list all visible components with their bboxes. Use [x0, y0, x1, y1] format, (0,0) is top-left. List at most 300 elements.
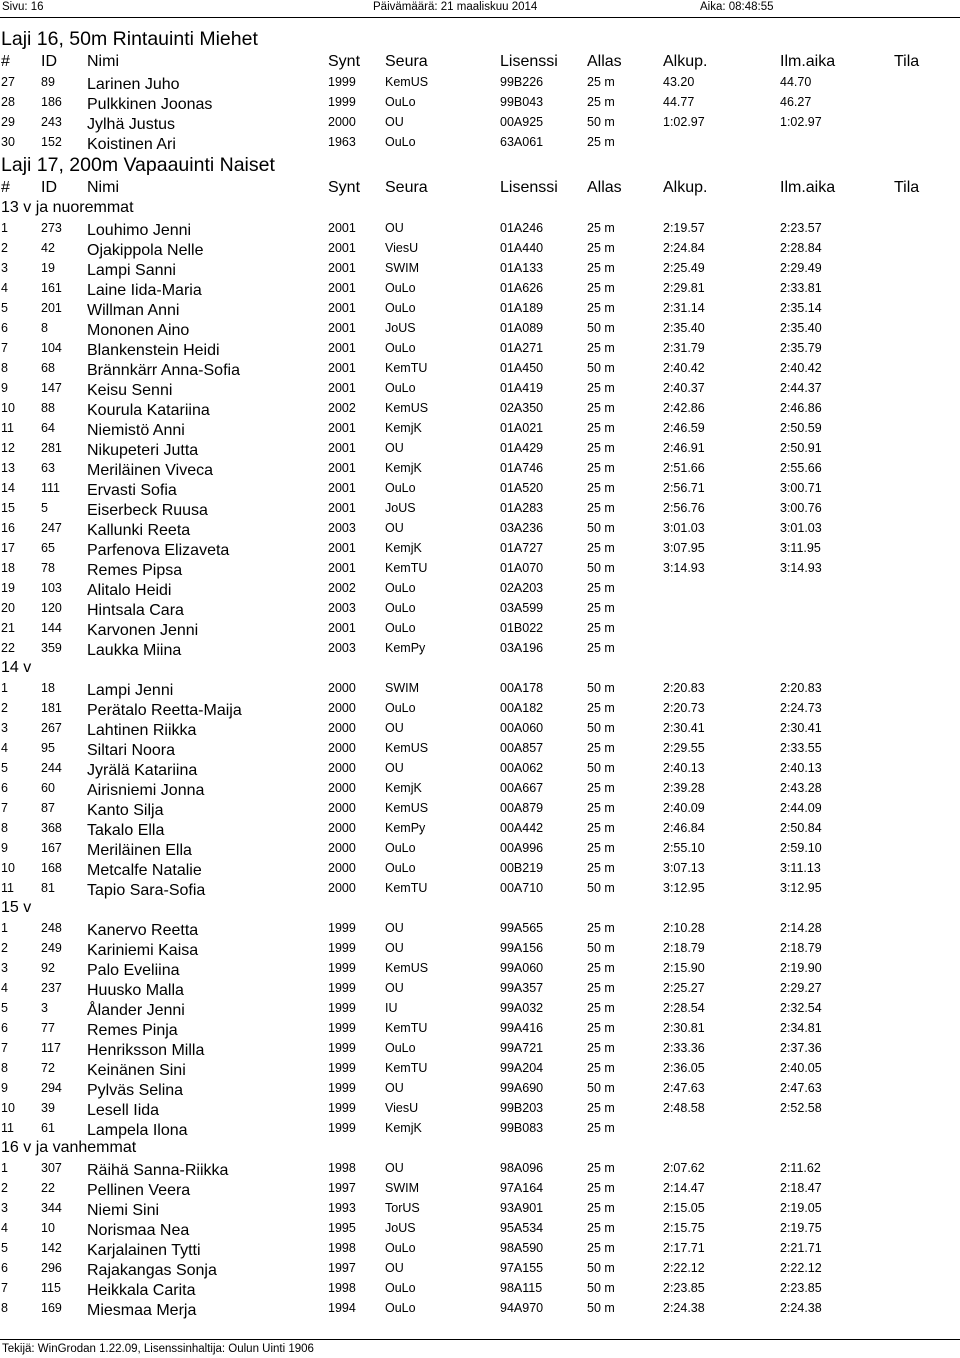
cell-id: 77 [41, 1021, 55, 1035]
cell-record: 2:24.38 [780, 1301, 822, 1315]
cell-id: 144 [41, 621, 62, 635]
cell-club: KemjK [385, 461, 422, 475]
table-row [0, 978, 960, 998]
cell-license: 01A089 [500, 321, 544, 335]
cell-license: 00A667 [500, 781, 544, 795]
table-row [0, 398, 960, 418]
cell-entry: 2:20.83 [663, 681, 705, 695]
cell-name: Perätalo Reetta-Maija [87, 702, 242, 719]
cell-year: 1995 [328, 1221, 356, 1235]
cell-name: Palo Eveliina [87, 962, 180, 979]
cell-pos: 2 [1, 241, 8, 255]
cell-record: 2:37.36 [780, 1041, 822, 1055]
table-row [0, 1218, 960, 1238]
age-group-label: 13 v ja nuoremmat [1, 199, 134, 216]
cell-record: 2:32.54 [780, 1001, 822, 1015]
cell-entry: 2:23.85 [663, 1281, 705, 1295]
column-header-record: Ilm.aika [780, 179, 836, 196]
cell-name: Kanto Silja [87, 802, 164, 819]
cell-pos: 11 [1, 421, 14, 435]
cell-club: OU [385, 441, 404, 455]
cell-pos: 30 [1, 135, 15, 149]
cell-pool: 25 m [587, 1061, 615, 1075]
column-header-pool: Allas [587, 179, 622, 196]
cell-record: 2:40.42 [780, 361, 822, 375]
cell-record: 2:44.09 [780, 801, 822, 815]
cell-name: Parfenova Elizaveta [87, 542, 230, 559]
table-row [0, 1098, 960, 1118]
cell-year: 1999 [328, 961, 356, 975]
cell-name: Lampi Sanni [87, 262, 176, 279]
cell-year: 2003 [328, 641, 356, 655]
cell-club: OuLo [385, 701, 416, 715]
cell-record: 2:50.84 [780, 821, 822, 835]
cell-id: 147 [41, 381, 62, 395]
cell-license: 00A060 [500, 721, 544, 735]
cell-entry: 2:40.37 [663, 381, 705, 395]
cell-pool: 50 m [587, 321, 615, 335]
cell-record: 2:21.71 [780, 1241, 822, 1255]
cell-license: 99B083 [500, 1121, 544, 1135]
cell-entry: 2:18.79 [663, 941, 705, 955]
cell-record: 2:35.79 [780, 341, 822, 355]
table-row [0, 738, 960, 758]
table-row [0, 758, 960, 778]
column-header-pool: Allas [587, 53, 622, 70]
cell-name: Metcalfe Natalie [87, 862, 202, 879]
table-row [0, 518, 960, 538]
cell-entry: 3:14.93 [663, 561, 705, 575]
cell-entry: 2:28.54 [663, 1001, 705, 1015]
age-group-label: 14 v [1, 659, 32, 676]
column-header-license: Lisenssi [500, 53, 558, 70]
column-header-entry: Alkup. [663, 53, 708, 70]
age-group-heading [0, 198, 960, 218]
cell-license: 00A996 [500, 841, 544, 855]
column-header-license: Lisenssi [500, 179, 558, 196]
cell-entry: 2:14.47 [663, 1181, 705, 1195]
cell-license: 03A599 [500, 601, 544, 615]
cell-id: 344 [41, 1201, 62, 1215]
cell-pool: 25 m [587, 281, 615, 295]
table-row [0, 558, 960, 578]
cell-license: 00A857 [500, 741, 544, 755]
cell-name: Siltari Noora [87, 742, 176, 759]
cell-entry: 2:07.62 [663, 1161, 705, 1175]
column-header-status: Tila [894, 53, 920, 70]
column-header-id: ID [41, 179, 57, 196]
cell-club: OuLo [385, 861, 416, 875]
cell-record: 1:02.97 [780, 115, 822, 129]
cell-club: OuLo [385, 581, 416, 595]
cell-year: 2000 [328, 721, 356, 735]
cell-entry: 2:48.58 [663, 1101, 705, 1115]
cell-entry: 2:31.14 [663, 301, 705, 315]
cell-entry: 2:25.49 [663, 261, 705, 275]
cell-pool: 25 m [587, 1041, 615, 1055]
cell-pos: 4 [1, 981, 8, 995]
cell-pool: 25 m [587, 1221, 615, 1235]
print-time: Aika: 08:48:55 [700, 1, 774, 13]
cell-pool: 50 m [587, 115, 615, 129]
cell-name: Pylväs Selina [87, 1082, 184, 1099]
cell-year: 2001 [328, 241, 356, 255]
cell-entry: 43.20 [663, 75, 695, 89]
cell-license: 99A204 [500, 1061, 544, 1075]
cell-pool: 25 m [587, 581, 615, 595]
cell-club: OU [385, 941, 404, 955]
table-row [0, 798, 960, 818]
table-row [0, 1178, 960, 1198]
cell-entry: 2:46.91 [663, 441, 705, 455]
cell-club: OU [385, 921, 404, 935]
cell-record: 2:29.27 [780, 981, 822, 995]
cell-name: Rajakangas Sonja [87, 1262, 217, 1279]
page-header [0, 0, 960, 15]
cell-year: 2001 [328, 501, 356, 515]
cell-id: 296 [41, 1261, 62, 1275]
cell-pool: 25 m [587, 1001, 615, 1015]
cell-year: 1999 [328, 95, 356, 109]
age-group-label: 15 v [1, 899, 32, 916]
cell-entry: 2:15.05 [663, 1201, 705, 1215]
header-divider [0, 17, 960, 18]
cell-name: Alitalo Heidi [87, 582, 172, 599]
cell-license: 94A970 [500, 1301, 544, 1315]
cell-record: 2:55.66 [780, 461, 822, 475]
cell-record: 2:19.75 [780, 1221, 822, 1235]
cell-license: 98A590 [500, 1241, 544, 1255]
cell-id: 81 [41, 881, 55, 895]
cell-entry: 2:35.40 [663, 321, 705, 335]
cell-year: 1999 [328, 1121, 356, 1135]
cell-pos: 3 [1, 1201, 8, 1215]
cell-pool: 25 m [587, 501, 615, 515]
cell-license: 97A155 [500, 1261, 544, 1275]
cell-record: 2:20.83 [780, 681, 822, 695]
cell-license: 95A534 [500, 1221, 544, 1235]
footer-divider [0, 1339, 960, 1340]
cell-pool: 50 m [587, 881, 615, 895]
cell-id: 22 [41, 1181, 55, 1195]
cell-id: 64 [41, 421, 55, 435]
cell-entry: 2:25.27 [663, 981, 705, 995]
cell-record: 3:00.76 [780, 501, 822, 515]
cell-pool: 25 m [587, 961, 615, 975]
cell-entry: 2:56.71 [663, 481, 705, 495]
cell-pool: 25 m [587, 1201, 615, 1215]
cell-pool: 50 m [587, 1261, 615, 1275]
cell-license: 98A096 [500, 1161, 544, 1175]
cell-record: 2:19.05 [780, 1201, 822, 1215]
table-row [0, 1038, 960, 1058]
cell-name: Niemi Sini [87, 1202, 160, 1219]
cell-pos: 7 [1, 801, 8, 815]
cell-name: Lesell Iida [87, 1102, 160, 1119]
cell-license: 01A419 [500, 381, 544, 395]
cell-year: 1999 [328, 75, 356, 89]
cell-id: 3 [41, 1001, 48, 1015]
table-row [0, 598, 960, 618]
cell-year: 1999 [328, 941, 356, 955]
cell-pool: 25 m [587, 801, 615, 815]
column-header-club: Seura [385, 179, 428, 196]
cell-club: KemTU [385, 561, 428, 575]
cell-name: Lahtinen Riikka [87, 722, 197, 739]
cell-pool: 25 m [587, 1241, 615, 1255]
table-row [0, 698, 960, 718]
table-row [0, 72, 960, 92]
cell-record: 2:18.47 [780, 1181, 822, 1195]
cell-pos: 27 [1, 75, 15, 89]
cell-license: 01A727 [500, 541, 544, 555]
table-row [0, 418, 960, 438]
cell-id: 68 [41, 361, 55, 375]
cell-id: 18 [41, 681, 55, 695]
cell-club: KemjK [385, 421, 422, 435]
cell-club: OuLo [385, 301, 416, 315]
cell-pool: 25 m [587, 1021, 615, 1035]
table-row [0, 112, 960, 132]
cell-year: 2001 [328, 481, 356, 495]
cell-entry: 2:40.42 [663, 361, 705, 375]
cell-club: OuLo [385, 601, 416, 615]
table-row [0, 298, 960, 318]
table-row [0, 718, 960, 738]
cell-club: OuLo [385, 621, 416, 635]
cell-license: 99A032 [500, 1001, 544, 1015]
cell-entry: 2:30.81 [663, 1021, 705, 1035]
cell-record: 2:23.57 [780, 221, 822, 235]
cell-id: 39 [41, 1101, 55, 1115]
cell-entry: 2:15.90 [663, 961, 705, 975]
cell-club: KemTU [385, 361, 428, 375]
cell-pos: 8 [1, 821, 8, 835]
cell-record: 2:33.81 [780, 281, 822, 295]
cell-pool: 25 m [587, 241, 615, 255]
cell-year: 1999 [328, 1101, 356, 1115]
cell-name: Mononen Aino [87, 322, 190, 339]
cell-name: Laine Iida-Maria [87, 282, 202, 299]
cell-club: KemjK [385, 541, 422, 555]
cell-record: 2:50.91 [780, 441, 822, 455]
cell-club: KemjK [385, 781, 422, 795]
cell-pool: 25 m [587, 1101, 615, 1115]
cell-year: 1997 [328, 1261, 356, 1275]
footer-credit: Tekijä: WinGrodan 1.22.09, Lisenssinhaltija: Oulun Uinti 1906 [2, 1343, 314, 1355]
cell-id: 359 [41, 641, 62, 655]
cell-year: 2001 [328, 341, 356, 355]
cell-id: 167 [41, 841, 62, 855]
cell-entry: 2:39.28 [663, 781, 705, 795]
table-row [0, 538, 960, 558]
cell-entry: 2:55.10 [663, 841, 705, 855]
table-row [0, 438, 960, 458]
cell-club: KemUS [385, 75, 429, 89]
cell-club: JoUS [385, 501, 416, 515]
cell-name: Takalo Ella [87, 822, 165, 839]
cell-name: Laukka Miina [87, 642, 182, 659]
cell-record: 2:40.13 [780, 761, 822, 775]
cell-license: 00A879 [500, 801, 544, 815]
cell-pos: 7 [1, 341, 8, 355]
cell-year: 2000 [328, 115, 356, 129]
cell-name: Brännkärr Anna-Sofia [87, 362, 240, 379]
cell-year: 2000 [328, 881, 356, 895]
cell-pool: 25 m [587, 301, 615, 315]
cell-club: KemTU [385, 1061, 428, 1075]
cell-pool: 25 m [587, 421, 615, 435]
cell-year: 1998 [328, 1161, 356, 1175]
cell-pos: 13 [1, 461, 15, 475]
cell-pool: 25 m [587, 741, 615, 755]
cell-entry: 2:29.81 [663, 281, 705, 295]
cell-id: 237 [41, 981, 62, 995]
cell-license: 02A350 [500, 401, 544, 415]
table-row [0, 1258, 960, 1278]
cell-license: 01A133 [500, 261, 544, 275]
table-row [0, 1078, 960, 1098]
cell-club: OuLo [385, 95, 416, 109]
table-row [0, 458, 960, 478]
cell-pos: 5 [1, 761, 8, 775]
cell-record: 2:34.81 [780, 1021, 822, 1035]
results-list [0, 26, 960, 1318]
cell-entry: 2:10.28 [663, 921, 705, 935]
cell-club: KemUS [385, 961, 429, 975]
cell-pos: 1 [1, 681, 8, 695]
cell-pool: 50 m [587, 681, 615, 695]
cell-license: 00A178 [500, 681, 544, 695]
cell-club: KemTU [385, 1021, 428, 1035]
cell-record: 2:43.28 [780, 781, 822, 795]
event-title: Laji 17, 200m Vapaauinti Naiset [1, 154, 275, 176]
cell-pool: 25 m [587, 261, 615, 275]
column-header-status: Tila [894, 179, 920, 196]
cell-record: 2:33.55 [780, 741, 822, 755]
cell-name: Meriläinen Viveca [87, 462, 213, 479]
cell-name: Kanervo Reetta [87, 922, 199, 939]
cell-license: 99B226 [500, 75, 544, 89]
cell-club: OuLo [385, 841, 416, 855]
cell-name: Keisu Senni [87, 382, 173, 399]
cell-year: 2001 [328, 561, 356, 575]
cell-name: Meriläinen Ella [87, 842, 192, 859]
cell-pool: 25 m [587, 601, 615, 615]
cell-pool: 50 m [587, 941, 615, 955]
cell-entry: 2:46.59 [663, 421, 705, 435]
cell-year: 2001 [328, 281, 356, 295]
cell-pos: 7 [1, 1041, 8, 1055]
cell-pool: 25 m [587, 781, 615, 795]
cell-name: Niemistö Anni [87, 422, 185, 439]
cell-name: Pulkkinen Joonas [87, 96, 213, 113]
cell-pool: 25 m [587, 1181, 615, 1195]
cell-license: 01A520 [500, 481, 544, 495]
cell-record: 2:18.79 [780, 941, 822, 955]
cell-name: Remes Pinja [87, 1022, 178, 1039]
cell-pos: 29 [1, 115, 15, 129]
cell-pos: 18 [1, 561, 15, 575]
cell-name: Willman Anni [87, 302, 180, 319]
cell-license: 99A357 [500, 981, 544, 995]
column-header-id: ID [41, 53, 57, 70]
cell-name: Pellinen Veera [87, 1182, 191, 1199]
cell-pos: 1 [1, 221, 8, 235]
table-row [0, 378, 960, 398]
cell-year: 2003 [328, 601, 356, 615]
table-row [0, 958, 960, 978]
cell-year: 2001 [328, 441, 356, 455]
cell-club: SWIM [385, 1181, 420, 1195]
cell-pool: 25 m [587, 381, 615, 395]
table-row [0, 1158, 960, 1178]
cell-pool: 50 m [587, 1281, 615, 1295]
cell-pos: 8 [1, 1061, 8, 1075]
column-header-row [0, 178, 960, 198]
cell-pool: 50 m [587, 1081, 615, 1095]
cell-pos: 7 [1, 1281, 8, 1295]
cell-name: Norismaa Nea [87, 1222, 190, 1239]
cell-license: 01A271 [500, 341, 544, 355]
table-row [0, 818, 960, 838]
cell-license: 99B203 [500, 1101, 544, 1115]
column-header-row [0, 52, 960, 72]
cell-pool: 25 m [587, 981, 615, 995]
cell-name: Kourula Katariina [87, 402, 210, 419]
cell-club: OU [385, 761, 404, 775]
table-row [0, 1278, 960, 1298]
age-group-heading [0, 1138, 960, 1158]
cell-record: 2:24.73 [780, 701, 822, 715]
cell-license: 01A440 [500, 241, 544, 255]
cell-id: 368 [41, 821, 62, 835]
cell-pool: 50 m [587, 1301, 615, 1315]
cell-year: 1998 [328, 1281, 356, 1295]
cell-pool: 50 m [587, 721, 615, 735]
cell-club: OuLo [385, 1241, 416, 1255]
cell-pool: 25 m [587, 221, 615, 235]
cell-id: 111 [41, 481, 61, 495]
cell-club: IU [385, 1001, 398, 1015]
cell-club: KemjK [385, 1121, 422, 1135]
cell-id: 65 [41, 541, 55, 555]
cell-pos: 10 [1, 1101, 15, 1115]
cell-pool: 25 m [587, 541, 615, 555]
cell-record: 2:44.37 [780, 381, 822, 395]
cell-license: 03A196 [500, 641, 544, 655]
table-row [0, 338, 960, 358]
cell-club: OuLo [385, 1281, 416, 1295]
cell-pos: 20 [1, 601, 15, 615]
cell-id: 78 [41, 561, 55, 575]
cell-pool: 25 m [587, 861, 615, 875]
cell-name: Lampi Jenni [87, 682, 174, 699]
cell-year: 1999 [328, 1021, 356, 1035]
cell-entry: 44.77 [663, 95, 695, 109]
table-row [0, 1238, 960, 1258]
cell-year: 1999 [328, 1001, 356, 1015]
cell-id: 267 [41, 721, 62, 735]
table-row [0, 858, 960, 878]
cell-year: 1999 [328, 981, 356, 995]
cell-name: Jylhä Justus [87, 116, 176, 133]
cell-id: 95 [41, 741, 55, 755]
cell-id: 8 [41, 321, 48, 335]
cell-pos: 10 [1, 861, 15, 875]
cell-record: 2:14.28 [780, 921, 822, 935]
cell-record: 3:12.95 [780, 881, 822, 895]
